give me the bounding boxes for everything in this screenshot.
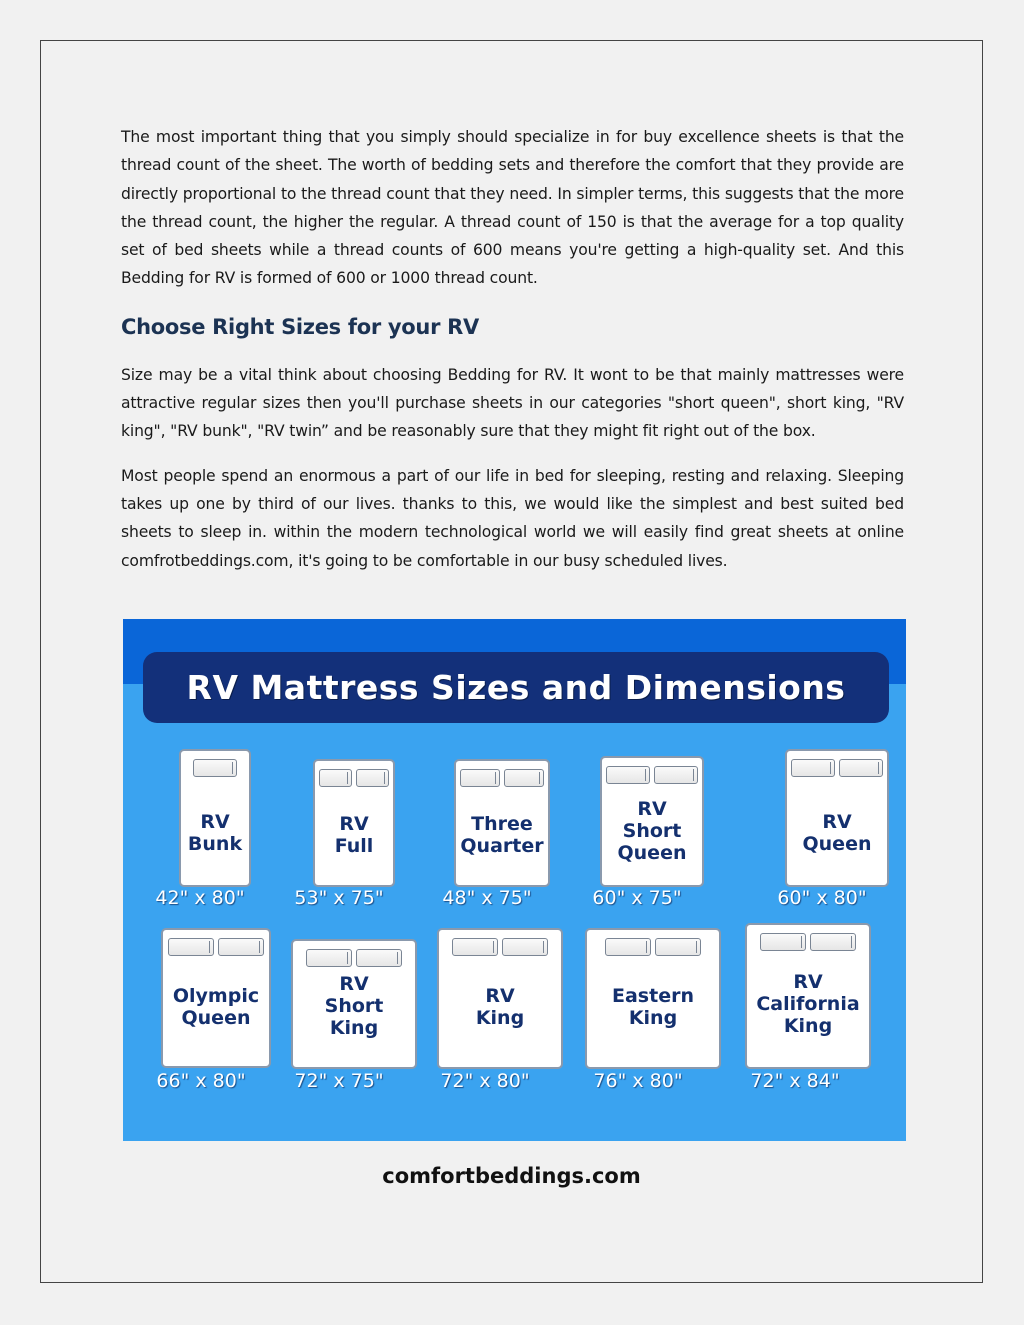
mattress-card [179, 749, 251, 887]
pillows [163, 938, 269, 956]
mattress-card [745, 923, 871, 1069]
mattress-dimensions: 72" x 75" [294, 1070, 384, 1092]
pillows [456, 769, 548, 787]
pillow-icon [606, 766, 650, 784]
pillow-icon [460, 769, 500, 787]
mattress-name: RV Queen [802, 811, 872, 855]
footer-site-name: comfortbeddings.com [382, 1164, 641, 1188]
paragraph-thread-count: The most important thing that you simply should specialize in for buy excellence sheets is that the thread count of the sheet. The worth of bedding sets and therefore the comfort that they provide are directly proportional to the thread count that they need. In simpler terms, this suggests that the more the thread count, the higher the regular. A thread count of 150 is that the average for a top quality set of bed sheets while a thread counts of 600 means you're getting a high-quality set. And this Bedding for RV is formed of 600 or 1000 thread count. [121, 128, 904, 288]
mattress-card [291, 939, 417, 1069]
pillow-icon [319, 769, 352, 787]
pillow-icon [504, 769, 544, 787]
pillow-icon [810, 933, 856, 951]
pillow-icon [655, 938, 701, 956]
mattress-name: Three Quarter [460, 813, 544, 857]
mattress-name: RV Full [334, 813, 374, 857]
pillow-icon [452, 938, 498, 956]
mattress-name: RV Short King [324, 973, 384, 1039]
pillows [181, 759, 249, 777]
mattress-dimensions: 60" x 80" [777, 887, 867, 909]
mattress-dimensions: 72" x 84" [750, 1070, 840, 1092]
pillow-icon [168, 938, 214, 956]
pillow-icon [502, 938, 548, 956]
mattress-card [313, 759, 395, 887]
paragraph-sizes: Size may be a vital think about choosing Bedding for RV. It wont to be that mainly mattresses were attractive regular sizes then you'll purchase sheets in our categories "short queen", short king, "RV king", "RV bunk", "RV twin” and be reasonably sure that they might fit right out of the box. [121, 365, 904, 441]
mattress-card [785, 749, 889, 887]
pillow-icon [306, 949, 352, 967]
mattress-card [437, 928, 563, 1069]
pillow-icon [218, 938, 264, 956]
pillows [787, 759, 887, 777]
document-page [40, 40, 983, 1283]
infographic-title: RV Mattress Sizes and Dimensions [186, 668, 846, 707]
pillow-icon [760, 933, 806, 951]
mattress-dimensions: 42" x 80" [155, 887, 245, 909]
pillow-icon [193, 759, 237, 777]
mattress-dimensions: 53" x 75" [294, 887, 384, 909]
pillow-icon [356, 769, 389, 787]
mattress-card [454, 759, 550, 887]
pillow-icon [605, 938, 651, 956]
mattress-dimensions: 60" x 75" [592, 887, 682, 909]
mattress-card [600, 756, 704, 887]
mattress-name: RV Short Queen [617, 798, 687, 864]
mattress-name: RV Bunk [187, 811, 243, 855]
mattress-name: Eastern King [612, 985, 694, 1029]
pillows [602, 766, 702, 784]
rv-mattress-infographic [123, 619, 906, 1141]
mattress-name: RV King [475, 985, 525, 1029]
pillow-icon [356, 949, 402, 967]
pillows [439, 938, 561, 956]
paragraph-sleep: Most people spend an enormous a part of our life in bed for sleeping, resting and relaxing. Sleeping takes up one by third of our lives. thanks to this, we would like the simplest and best suited bed sheets to sleep in. within the modern technological world we will easily find great sheets at online comfrotbeddings.com, it's going to be comfortable in our busy scheduled lives. [121, 466, 904, 570]
mattress-dimensions: 66" x 80" [156, 1070, 246, 1092]
mattress-name: RV California King [756, 971, 860, 1037]
section-heading: Choose Right Sizes for your RV [121, 314, 479, 339]
pillows [587, 938, 719, 956]
mattress-name: Olympic Queen [172, 985, 260, 1029]
mattress-card [585, 928, 721, 1069]
infographic-title-bar [143, 652, 889, 723]
mattress-dimensions: 72" x 80" [440, 1070, 530, 1092]
text-content [121, 123, 904, 575]
pillows [293, 949, 415, 967]
pillow-icon [839, 759, 883, 777]
pillows [315, 769, 393, 787]
mattress-dimensions: 48" x 75" [442, 887, 532, 909]
pillow-icon [791, 759, 835, 777]
mattress-dimensions: 76" x 80" [593, 1070, 683, 1092]
pillow-icon [654, 766, 698, 784]
mattress-card [161, 928, 271, 1068]
pillows [747, 933, 869, 951]
